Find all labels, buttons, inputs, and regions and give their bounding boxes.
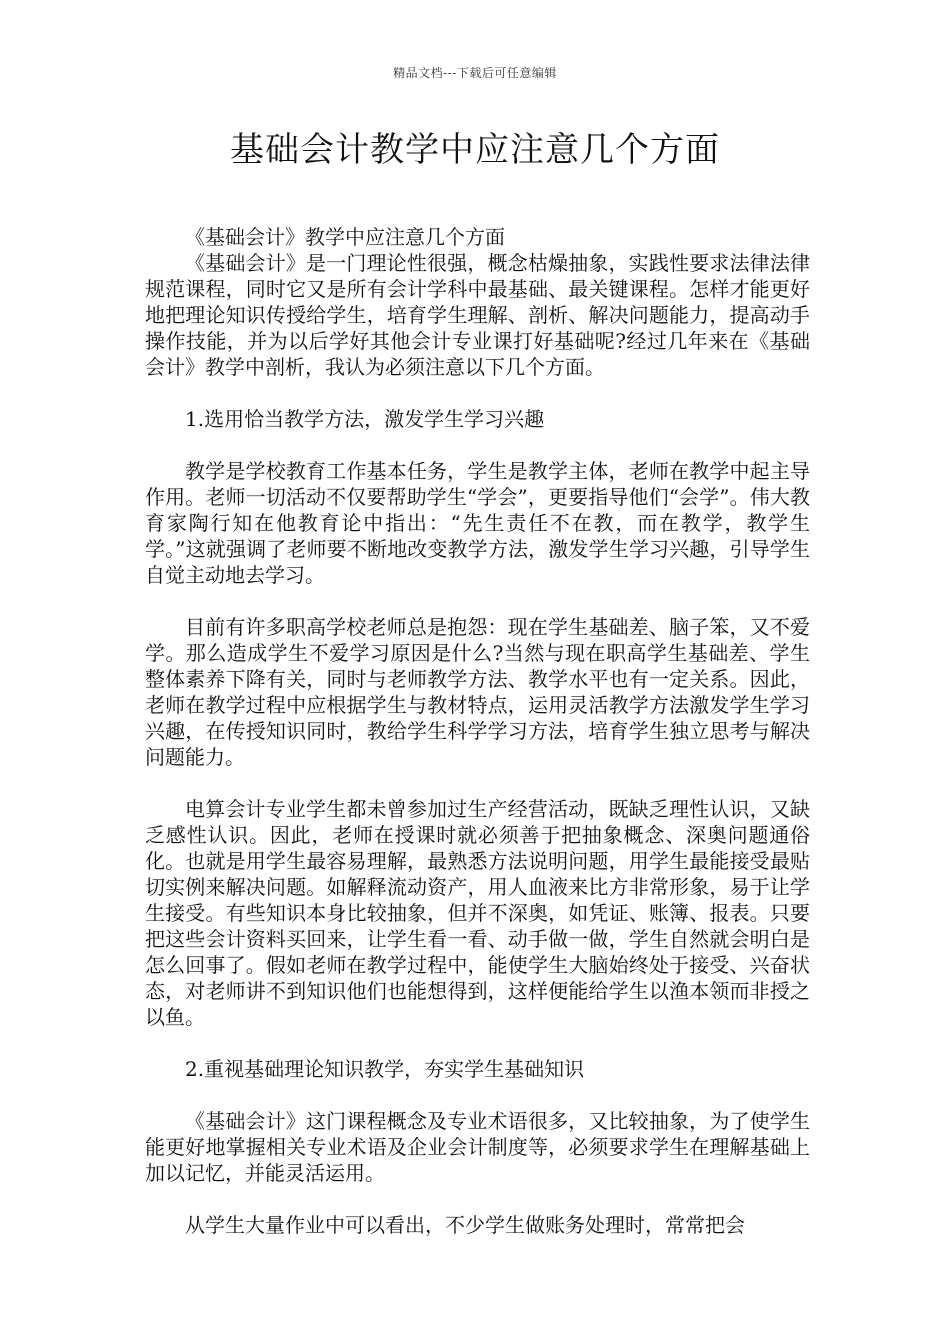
body-paragraph: 《基础会计》这门课程概念及专业术语很多，又比较抽象，为了使学生能更好地掌握相关专业术语及企业会计制度等，必须要求学生在理解基础上加以记忆，并能灵活运用。 [145, 1109, 810, 1185]
header-note: 精品文档---下载后可任意编辑 [393, 66, 557, 80]
document-body [145, 224, 810, 1238]
document-title: 基础会计教学中应注意几个方面 [230, 130, 720, 170]
section-heading-1: 1.选用恰当教学方法，激发学生学习兴趣 [185, 407, 545, 431]
body-paragraph: 电算会计专业学生都未曾参加过生产经营活动，既缺乏理性认识，又缺乏感性认识。因此，老师在授课时就必须善于把抽象概念、深奥问题通俗化。也就是用学生最容易理解，最熟悉方法说明问题，用学生最能接受最贴切实例来解决问题。如解释流动资产，用人血液来比方非常形象，易于让学生接受。有些知识本身比较抽象，但并不深奥，如凭证、账簿、报表。只要把这些会计资料买回来，让学生看一看、动手做一做，学生自然就会明白是怎么回事了。假如老师在教学过程中，能使学生大脑始终处于接受、兴奋状态，对老师讲不到知识他们也能想得到，这样便能给学生以渔本领而非授之以鱼。 [145, 797, 810, 1029]
body-paragraph: 从学生大量作业中可以看出，不少学生做账务处理时，常常把会 [185, 1213, 745, 1237]
subtitle-paragraph: 《基础会计》教学中应注意几个方面 [185, 225, 505, 249]
body-paragraph: 目前有许多职高学校老师总是抱怨：现在学生基础差、脑子笨，又不爱学。那么造成学生不爱学习原因是什么?当然与现在职高学生基础差、学生整体素养下降有关，同时与老师教学方法、教学水平也有一定关系。因此，老师在教学过程中应根据学生与教材特点，运用灵活教学方法激发学生学习兴趣，在传授知识同时，教给学生科学学习方法，培育学生独立思考与解决问题能力。 [145, 615, 810, 769]
body-paragraph: 教学是学校教育工作基本任务，学生是教学主体，老师在教学中起主导作用。老师一切活动不仅要帮助学生“学会”，更要指导他们“会学”。伟大教育家陶行知在他教育论中指出：“先生责任不在教，而在教学，教学生学。”这就强调了老师要不断地改变教学方法，激发学生学习兴趣，引导学生自觉主动地去学习。 [145, 459, 810, 587]
section-heading-2: 2.重视基础理论知识教学，夯实学生基础知识 [185, 1057, 585, 1081]
intro-paragraph: 《基础会计》是一门理论性很强，概念枯燥抽象，实践性要求法律法律规范课程，同时它又是所有会计学科中最基础、最关键课程。怎样才能更好地把理论知识传授给学生，培育学生理解、剖析、解决问题能力，提高动手操作技能，并为以后学好其他会计专业课打好基础呢?经过几年来在《基础会计》教学中剖析，我认为必须注意以下几个方面。 [145, 251, 810, 379]
